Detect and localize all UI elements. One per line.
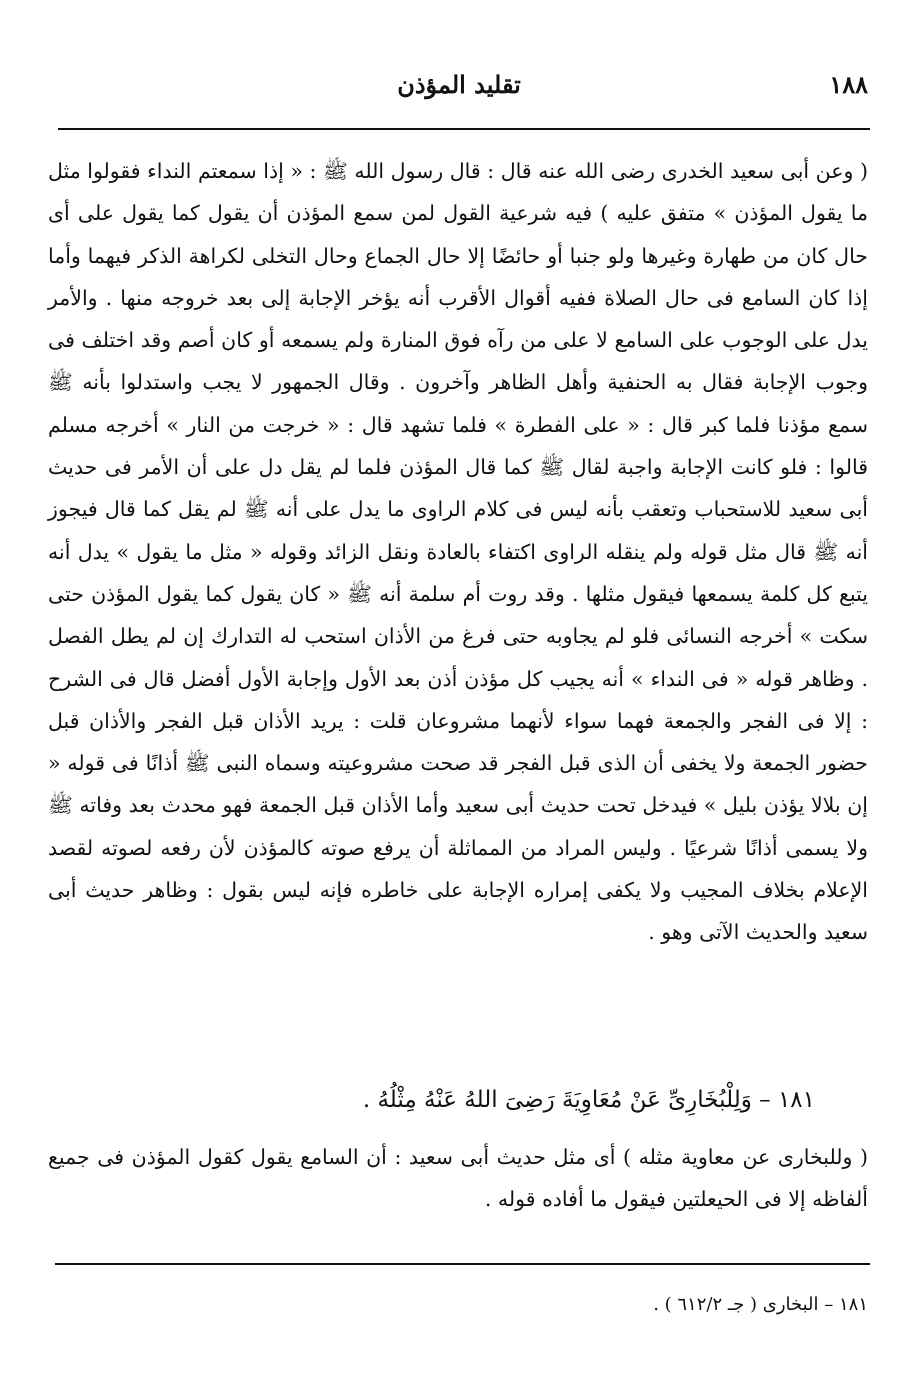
header-divider	[58, 128, 870, 130]
second-text-block	[48, 1136, 868, 1220]
commentary-paragraph: ( وعن أبى سعيد الخدرى رضى الله عنه قال : قال رسول الله ﷺ : « إذا سمعتم النداء فقولوا مثل ما يقول المؤذن » متفق عليه ) فيه شرعية القول لمن سمع المؤذن أن يقول كما يقول على أى حال كان من طهارة وغيرها ولو جنبا أو حائضًا إلا حال الجماع وحال التخلى لكراهة الذكر فيهما وأما إذا كان السامع فى حال الصلاة ففيه أقوال الأقرب أنه يؤخر الإجابة إلى بعد خروجه منها . والأمر يدل على الوجوب على السامع لا على من رآه فوق المنارة ولم يسمعه أو كان أصم وقد اختلف فى وجوب الإجابة فقال به الحنفية وأهل الظاهر وآخرون . وقال الجمهور لا يجب واستدلوا بأنه ﷺ سمع مؤذنا فلما كبر قال : « على الفطرة » فلما تشهد قال : « خرجت من النار » أخرجه مسلم قالوا : فلو كانت الإجابة واجبة لقال ﷺ كما قال المؤذن فلما لم يقل دل على أن الأمر فى حديث أبى سعيد للاستحباب وتعقب بأنه ليس فى كلام الراوى ما يدل على أنه ﷺ لم يقل كما قال فيجوز أنه ﷺ قال مثل قوله ولم ينقله الراوى اكتفاء بالعادة ونقل الزائد وقوله « مثل ما يقول » يدل أنه يتبع كل كلمة يسمعها فيقول مثلها . وقد روت أم سلمة أنه ﷺ « كان يقول كما يقول المؤذن حتى سكت » أخرجه النسائى فلو لم يجاوبه حتى فرغ من الأذان استحب له التدارك إن لم يطل الفصل . وظاهر قوله « فى النداء » أنه يجيب كل مؤذن أذن بعد الأول وإجابة الأول أفضل قال فى الشرح : إلا فى الفجر والجمعة فهما سواء لأنهما مشروعان قلت : يريد الأذان قبل الفجر والأذان قبل حضور الجمعة ولا يخفى أن الذى قبل الفجر قد صحت مشروعيته وسماه النبى ﷺ أذانًا فى قوله « إن بلالا يؤذن بليل » فيدخل تحت حديث أبى سعيد وأما الأذان قبل الجمعة فهو محدث بعد وفاته ﷺ ولا يسمى أذانًا شرعيًا . وليس المراد من المماثلة أن يرفع صوته كالمؤذن لأن رفعه لصوته لقصد الإعلام بخلاف المجيب ولا يكفى إمراره الإجابة على خاطره فإنه ليس بقول : وظاهر حديث أبى سعيد والحديث الآتى وهو .	[48, 159, 869, 945]
footnote-divider	[55, 1263, 870, 1265]
commentary-paragraph-2: ( وللبخارى عن معاوية مثله ) أى مثل حديث أبى سعيد : أن السامع يقول كقول المؤذن فى جميع ألفاظه إلا فى الحيعلتين فيقول ما أفاده قوله .	[48, 1145, 868, 1211]
page-number: ١٨٨	[829, 70, 868, 99]
main-text-block	[48, 150, 868, 954]
footnote: ١٨١ – البخارى ( جـ ٦١٢/٢ ) .	[653, 1294, 868, 1315]
page-header	[50, 70, 868, 110]
running-title: تقليد المؤذن	[397, 70, 521, 99]
hadith-text: ١٨١ – وَلِلْبُخَارِىِّ عَنْ مُعَاوِيَةَ رَضِىَ اللهُ عَنْهُ مِثْلُهُ .	[362, 1087, 815, 1113]
